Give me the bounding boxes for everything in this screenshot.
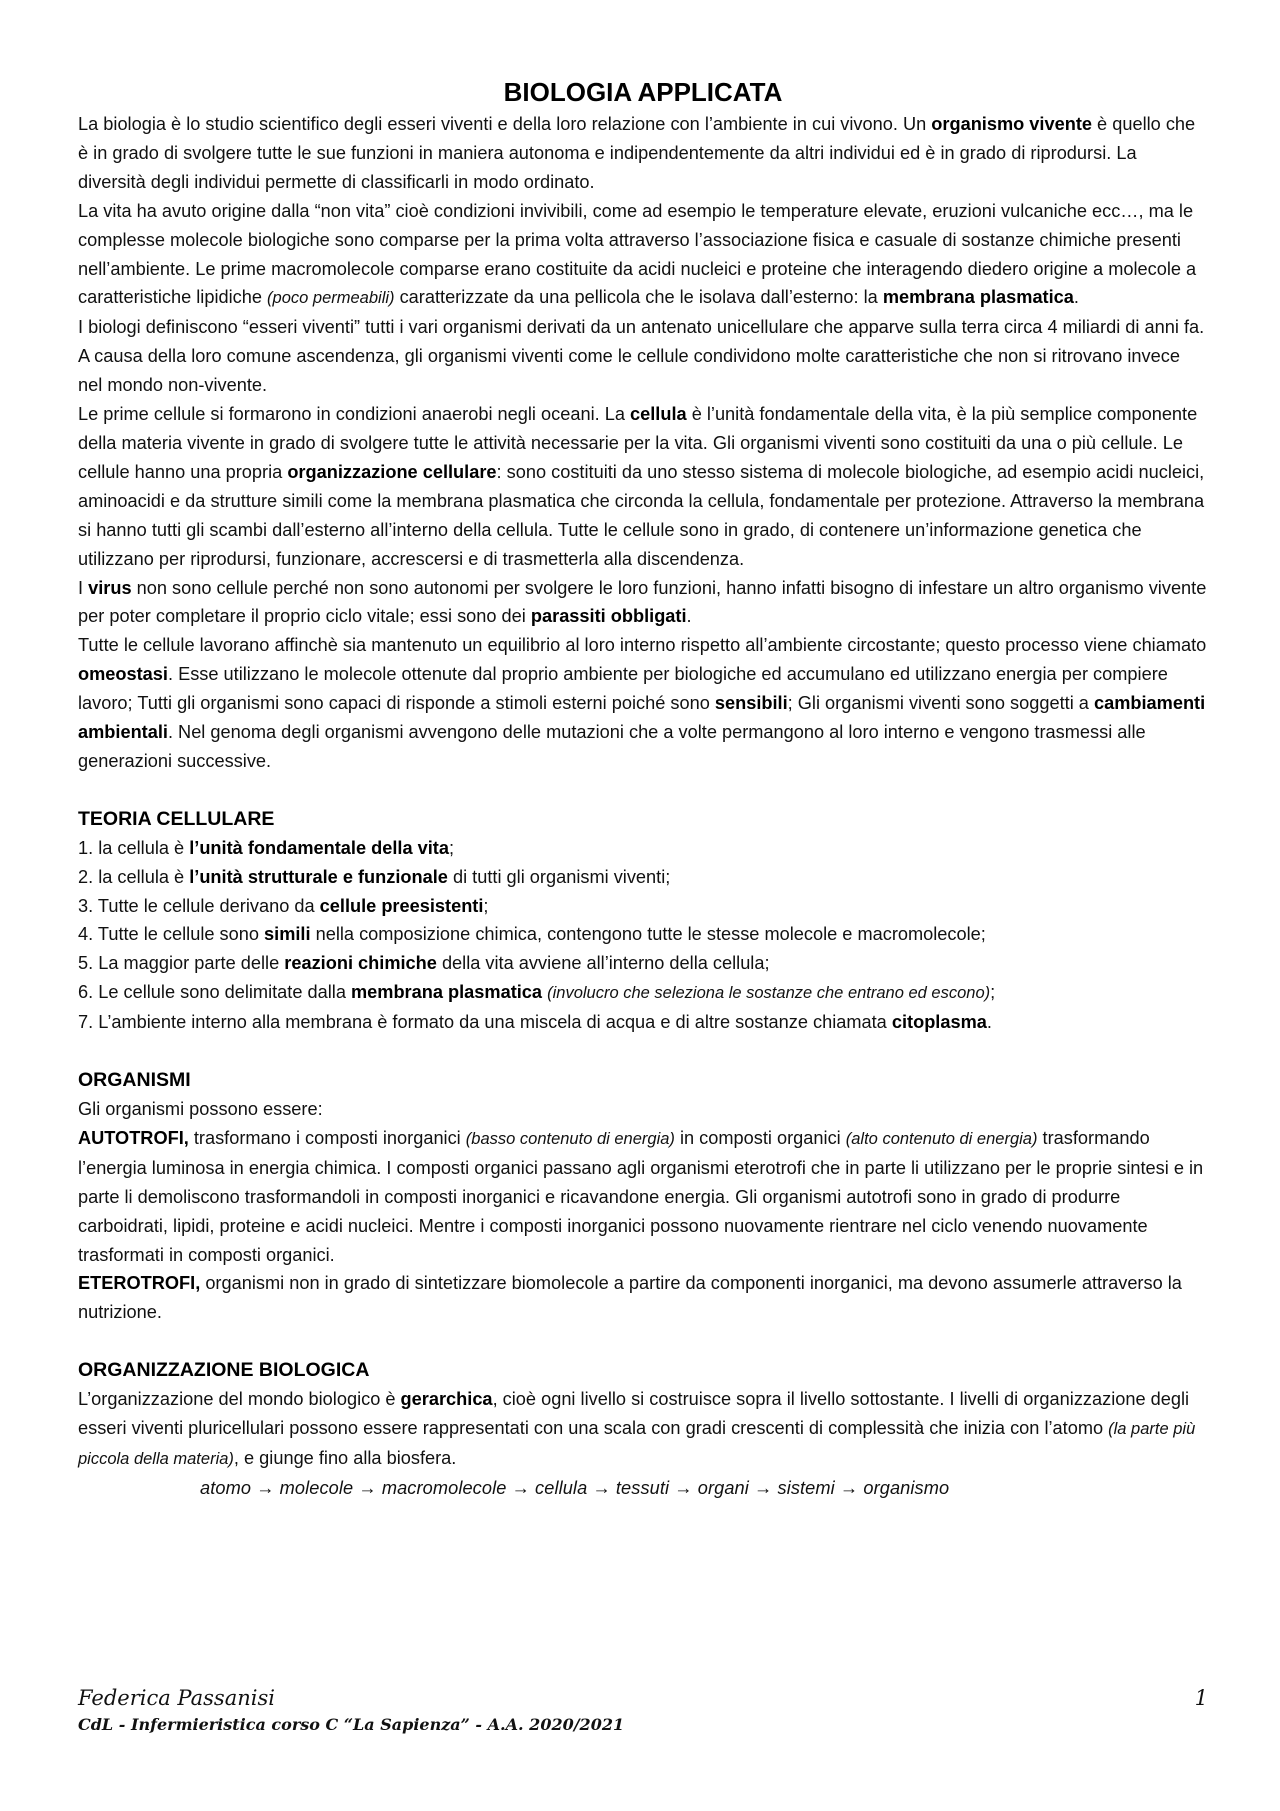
intro-paragraph [78, 400, 1208, 573]
text-run: della vita avviene all’interno della cellula; [436, 953, 770, 974]
text-run: di tutti gli organismi viventi; [447, 866, 671, 887]
text-run: ; Gli organismi viventi sono soggetti a [787, 693, 1094, 714]
text-run: 7. L’ambiente interno alla membrana è formato da una miscela di acqua e di altre sostanze chiamata [78, 1012, 892, 1033]
intro-paragraph [78, 313, 1208, 400]
text-run: 1. la cellula è [78, 837, 190, 858]
text-run: , cioè ogni livello si costruisce sopra il livello sottostante. I livelli di organizzazione degli esseri viventi pluricellulari possono essere rappresentati con una scala con gradi crescenti di complessità che inizia con l’atomo [78, 1389, 1190, 1439]
page-number: 1 [1194, 1686, 1208, 1710]
text-run: I biologi definiscono “esseri viventi” tutti i vari organismi derivati da un antenato unicellulare che apparve sulla terra circa 4 miliardi di anni fa. A causa della loro comune ascendenza, gli organismi viventi come le cellule condividono molte caratteristiche che non si ritrovano invece nel mondo non-vivente. [78, 317, 1205, 396]
intro-section [78, 110, 1208, 776]
bold-term: gerarchica [400, 1389, 493, 1410]
text-run: . [986, 1012, 992, 1033]
list-item [78, 949, 1208, 978]
bold-term: sensibili [714, 693, 788, 714]
text-run: . Esse utilizzano le molecole ottenute dal proprio ambiente per biologiche ed accumulano ed utilizzano energia per compiere lavoro; Tutti gli organismi sono capaci di risponde a stimoli esterni poiché sono [78, 664, 1168, 714]
text-run: : sono costituiti da uno stesso sistema di molecole biologiche, ad esempio acidi nucleici, aminoacidi e da strutture simili come la membrana plasmatica che circonda la cellula, fondamentale per protezione. Attraverso la membrana si hanno tutti gli scambi dall’esterno all’interno della cellula. Tutte le cellule sono in grado, di contenere un’informazione genetica che utilizzano per riprodursi, funzionare, accrescersi e di trasmetterla alla discendenza. [78, 461, 1205, 569]
organizzazione-section [78, 1356, 1208, 1503]
bold-term: reazioni chimiche [284, 953, 437, 974]
intro-paragraph [78, 197, 1208, 314]
list-item [78, 978, 1208, 1008]
bold-term: AUTOTROFI, [78, 1127, 189, 1148]
text-run: trasformando l’energia luminosa in energia chimica. I composti organici passano agli organismi eterotrofi che in parte li utilizzano per le proprie sintesi e in parte li demoliscono trasformandoli in composti inorganici e ricavandone energia. Gli organismi autotrofi sono in grado di produrre carboidrati, lipidi, proteine e acidi nucleici. Mentre i composti inorganici possono nuovamente rientrare nel ciclo venendo nuovamente trasformati in composti organici. [78, 1127, 1204, 1265]
bold-term: membrana plasmatica [882, 287, 1074, 308]
bold-term: organizzazione cellulare [287, 461, 497, 482]
organismi-section [78, 1066, 1208, 1327]
footer-author: Federica Passanisi [78, 1686, 275, 1710]
text-run: . Nel genoma degli organismi avvengono delle mutazioni che a volte permangono al loro interno e vengono trasmessi alle generazioni successive. [78, 722, 1146, 771]
intro-paragraph [78, 631, 1208, 776]
text-run: . [1073, 287, 1079, 308]
text-run: ; [483, 895, 489, 916]
text-run: 4. Tutte le cellule sono [78, 924, 265, 945]
bold-term: simili [264, 924, 311, 945]
bold-term: omeostasi [78, 664, 168, 685]
text-run: non sono cellule perché non sono autonomi per svolgere le loro funzioni, hanno infatti bisogno di infestare un altro organismo vivente per poter completare il proprio ciclo vitale; essi sono dei [78, 577, 1207, 627]
text-run: I [78, 577, 89, 598]
text-run: 6. Le cellule sono delimitate dalla [78, 982, 351, 1003]
teoria-list [78, 834, 1208, 1037]
text-run: in composti organici [674, 1127, 846, 1148]
italic-note: (involucro che seleziona le sostanze che entrano ed escono) [547, 984, 991, 1003]
organismi-paragraph [78, 1269, 1208, 1327]
text-run: Tutte le cellule lavorano affinchè sia mantenuto un equilibrio al loro interno rispetto all’ambiente circostante; questo processo viene chiamato [78, 635, 1207, 656]
bold-term: membrana plasmatica [350, 982, 543, 1003]
organismi-paragraph [78, 1124, 1208, 1270]
bold-term: l’unità strutturale e funzionale [189, 866, 448, 887]
organizzazione-paragraph [78, 1385, 1208, 1474]
text-run: La vita ha avuto origine dalla “non vita” cioè condizioni invivibili, come ad esempio le temperature elevate, eruzioni vulcaniche ecc…, ma le complesse molecole biologiche sono comparse per la prima volta attraverso l’associazione fisica e casuale di sostanze chimiche presenti nell’ambiente. Le prime macromolecole comparse erano costituite da acidi nucleici e proteine che interagendo diedero origine a molecole a caratteristiche lipidiche [78, 200, 1197, 308]
page-footer [78, 1684, 1208, 1738]
page-title: BIOLOGIA APPLICATA [503, 77, 783, 107]
text-run: ; [990, 982, 996, 1003]
text-run: caratterizzate da una pellicola che le isolava dall’esterno: la [394, 287, 883, 308]
organismi-paragraph [78, 1095, 1208, 1124]
text-run: trasformano i composti inorganici [188, 1127, 466, 1148]
bold-term: cellule preesistenti [319, 895, 484, 916]
bold-term: cellula [630, 404, 687, 425]
bold-term: ETEROTROFI, [78, 1273, 201, 1294]
bold-term: parassiti obbligati [530, 606, 687, 627]
italic-note: (poco permeabili) [267, 289, 395, 308]
bold-term: virus [88, 577, 132, 598]
list-item [78, 892, 1208, 921]
text-run: organismi non in grado di sintetizzare biomolecole a partire da componenti inorganici, ma devono assumerle attraverso la nutrizione. [78, 1273, 1182, 1323]
section-heading: ORGANIZZAZIONE BIOLOGICA [78, 1359, 370, 1382]
text-run: 5. La maggior parte delle [78, 953, 285, 974]
text-run: nella composizione chimica, contengono tutte le stesse molecole e macromolecole; [310, 924, 986, 945]
text-run: , e giunge fino alla biosfera. [233, 1447, 457, 1468]
text-run: La biologia è lo studio scientifico degli esseri viventi e della loro relazione con l’ambiente in cui vivono. Un [78, 114, 932, 134]
list-item [78, 834, 1208, 863]
section-heading: TEORIA CELLULARE [78, 807, 275, 830]
bold-term: l’unità fondamentale della vita [189, 837, 449, 858]
text-run: è l’unità fondamentale della vita, è la più semplice componente della materia vivente in grado di svolgere tutte le attività necessarie per la vita. Gli organismi viventi sono costituiti da una o più cellule. Le cellule hanno una propria [78, 404, 1198, 482]
italic-note: (la parte più piccola della materia) [78, 1420, 1196, 1468]
bold-term: organismo vivente [931, 114, 1092, 134]
italic-note: (alto contenuto di energia) [845, 1129, 1038, 1148]
text-run: 3. Tutte le cellule derivano da [78, 895, 320, 916]
teoria-cellulare-section [78, 805, 1208, 1037]
intro-paragraph [78, 110, 1208, 197]
hierarchy-chain: atomo → molecole → macromolecole → cellula → tessuti → organi → sistemi → organismo [200, 1477, 950, 1498]
footer-course: CdL - Infermieristica corso C “La Sapienza” - A.A. 2020/2021 [78, 1715, 625, 1734]
text-run: ; [448, 837, 455, 858]
intro-paragraph [78, 574, 1208, 632]
list-item [78, 1008, 1208, 1037]
bold-term: citoplasma [891, 1012, 987, 1033]
text-run: Gli organismi possono essere: [78, 1099, 323, 1119]
italic-note: (basso contenuto di energia) [465, 1129, 675, 1148]
text-run: L’organizzazione del mondo biologico è [78, 1389, 401, 1410]
section-heading: ORGANISMI [78, 1069, 191, 1092]
text-run: 2. la cellula è [78, 866, 190, 887]
text-run: è quello che è in grado di svolgere tutte le sue funzioni in maniera autonoma e indipendentemente da altri individui ed è in grado di riprodursi. La diversità degli individui permette di classificarli in modo ordinato. [78, 114, 1196, 192]
bold-term: cambiamenti ambientali [78, 693, 1206, 743]
text-run: Le prime cellule si formarono in condizioni anaerobi negli oceani. La [78, 404, 631, 425]
list-item [78, 863, 1208, 892]
text-run: . [686, 606, 692, 627]
list-item [78, 920, 1208, 949]
